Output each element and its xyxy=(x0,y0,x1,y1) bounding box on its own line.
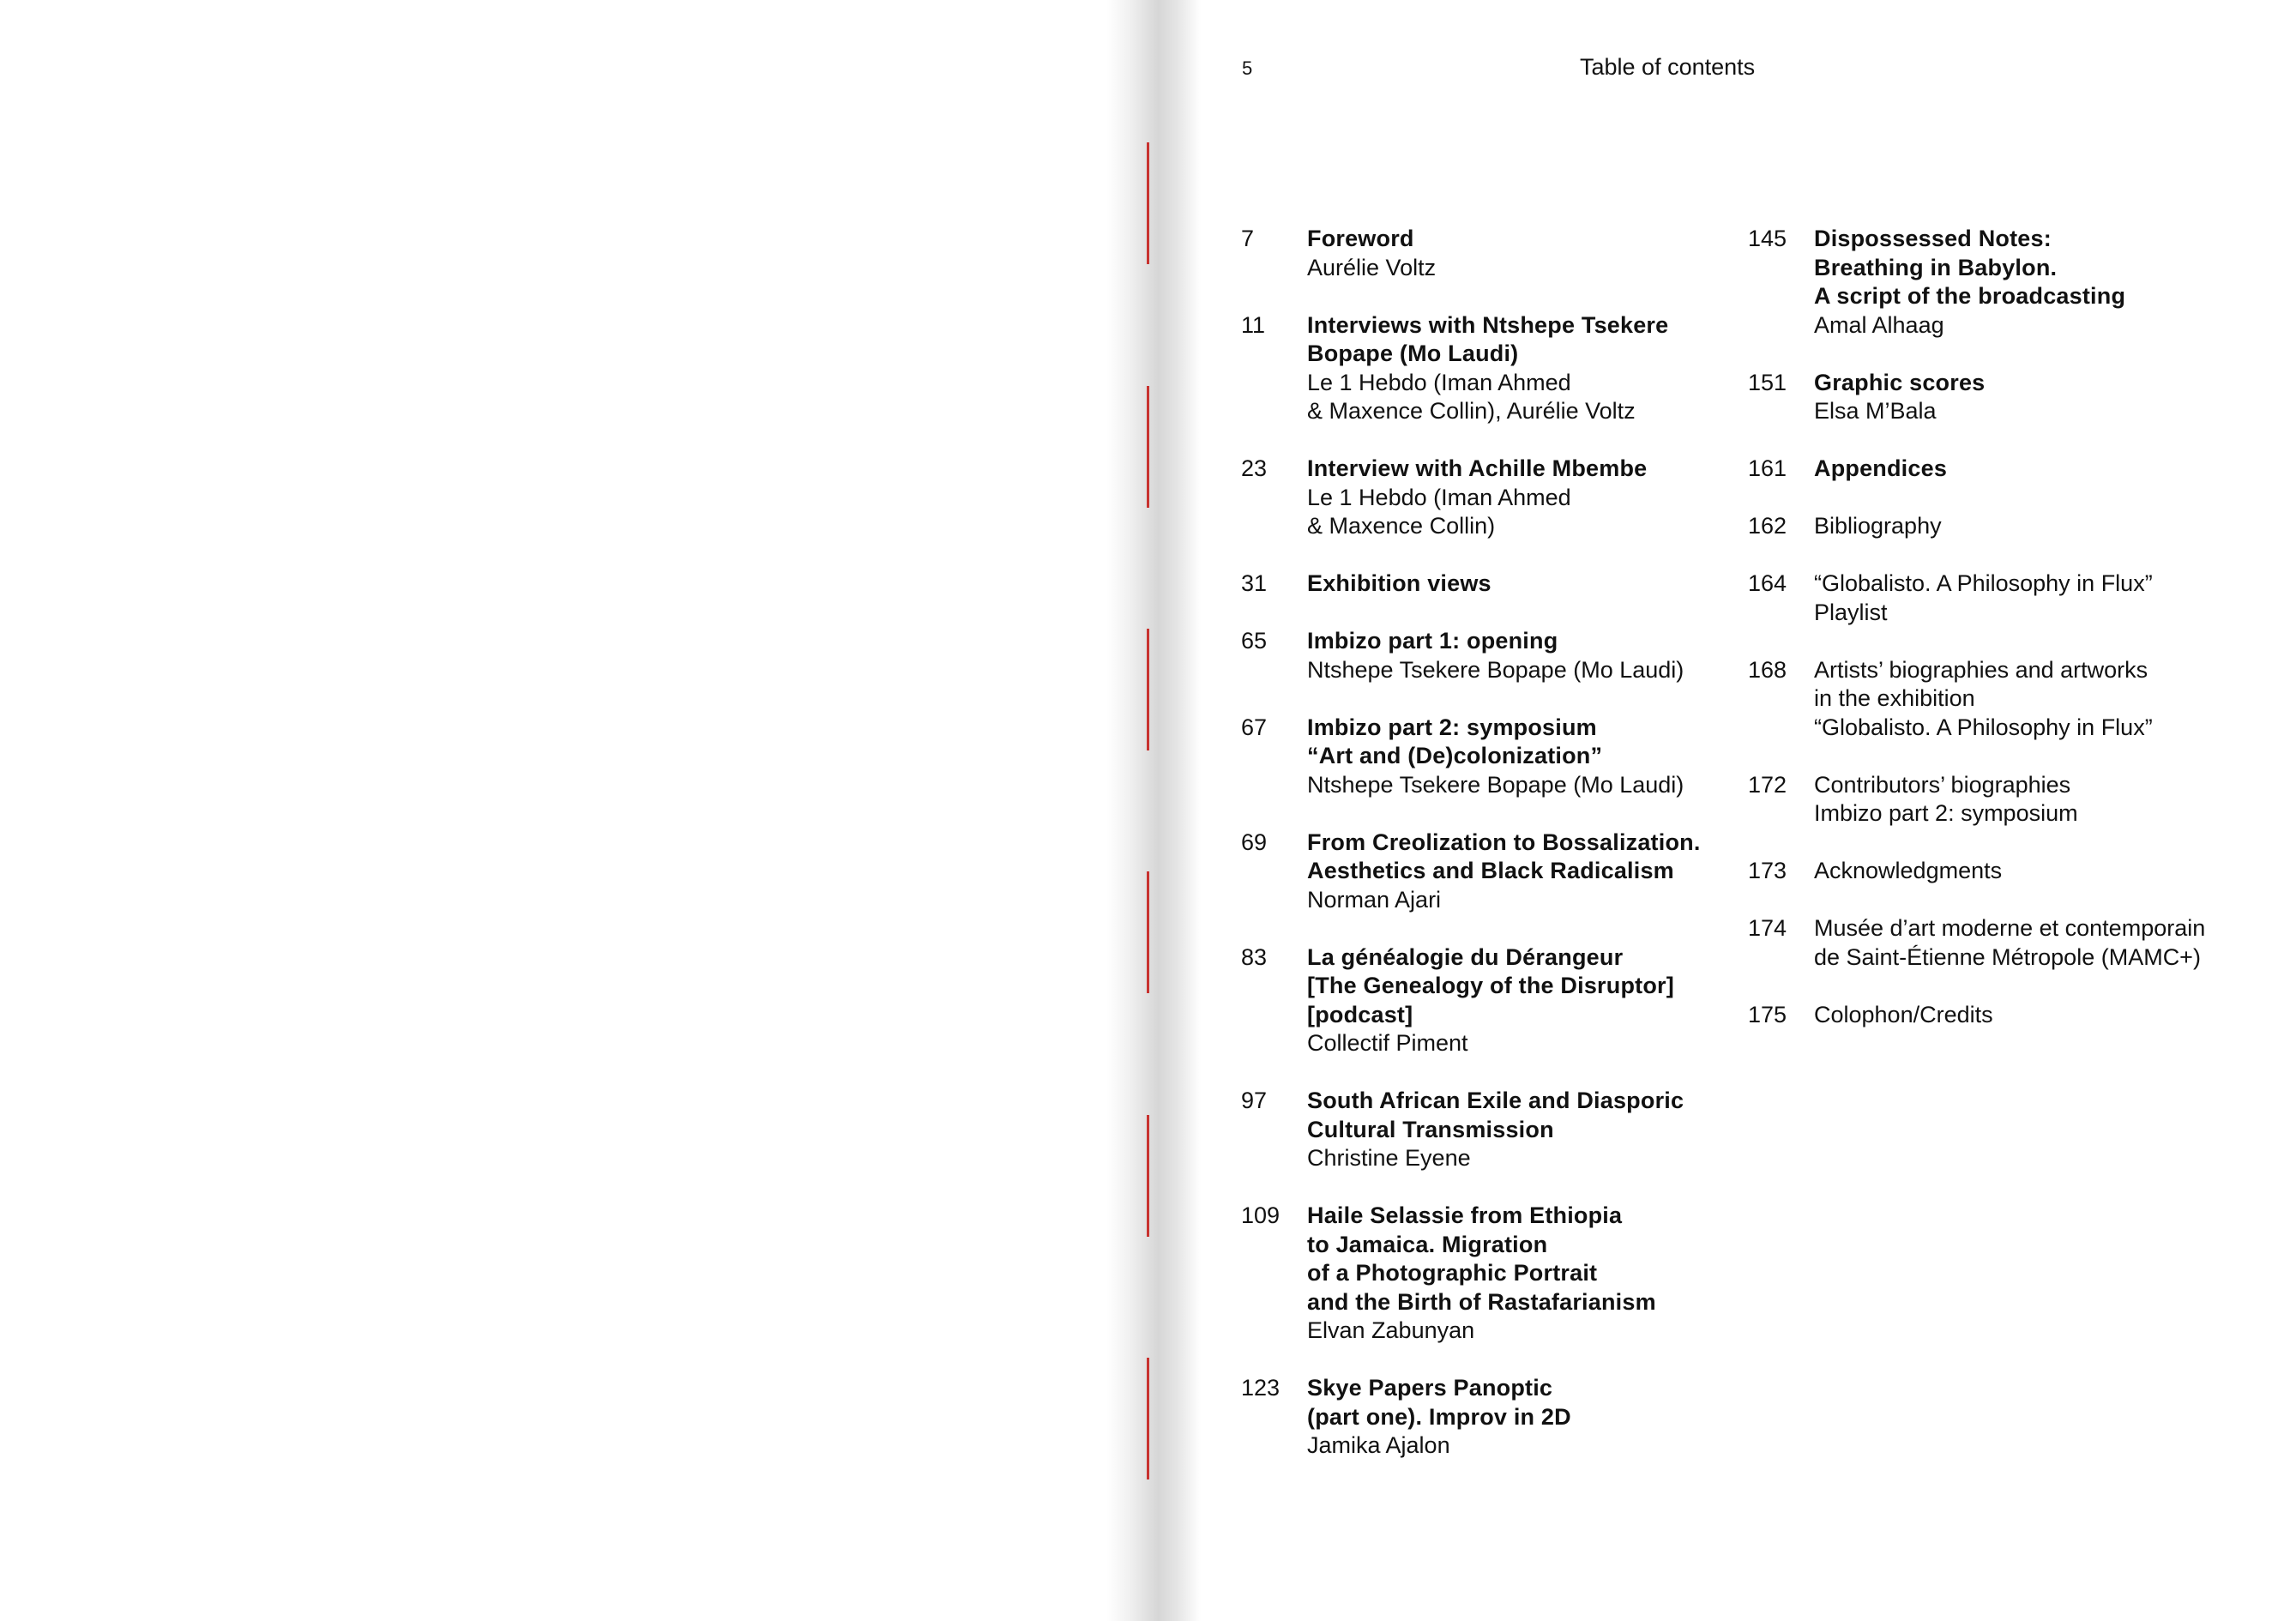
toc-entry-title: Interviews with Ntshepe Tsekere xyxy=(1307,311,1669,338)
toc-entry[interactable] xyxy=(1748,914,2280,972)
toc-entry-author: Musée d’art moderne et contemporain xyxy=(1814,915,2206,941)
toc-page-number: 174 xyxy=(1748,915,1787,941)
red-mark xyxy=(1147,871,1149,993)
toc-entry[interactable] xyxy=(1241,829,1739,915)
toc-page-number: 67 xyxy=(1241,714,1268,740)
toc-page-number: 97 xyxy=(1241,1088,1268,1113)
toc-page-number: 23 xyxy=(1241,455,1268,481)
toc-entry-author: Aurélie Voltz xyxy=(1307,254,1437,280)
toc-entry-body xyxy=(1814,225,2280,340)
toc-entry[interactable] xyxy=(1748,512,2280,541)
toc-page-number: 175 xyxy=(1748,1001,1787,1027)
toc-entry-body xyxy=(1814,1001,2280,1030)
toc-entry-title: Exhibition views xyxy=(1307,570,1491,596)
toc-entry-author: in the exhibition xyxy=(1814,685,1975,711)
toc-entry-body xyxy=(1814,857,2280,886)
toc-page-number: 151 xyxy=(1748,369,1787,395)
toc-entry[interactable] xyxy=(1241,1202,1739,1346)
toc-page-number: 7 xyxy=(1241,226,1255,251)
toc-entry-title: From Creolization to Bossalization. xyxy=(1307,829,1701,855)
toc-page-number: 109 xyxy=(1241,1202,1281,1228)
toc-entry-title: Foreword xyxy=(1307,226,1414,251)
toc-entry-title: Aesthetics and Black Radicalism xyxy=(1307,858,1674,883)
toc-entry-body xyxy=(1307,829,1739,915)
red-mark xyxy=(1147,142,1149,264)
book-spine-shadow xyxy=(1106,0,1201,1621)
toc-entry-title: Breathing in Babylon. xyxy=(1814,254,2058,280)
red-mark xyxy=(1147,386,1149,508)
toc-entry-title: Interview with Achille Mbembe xyxy=(1307,455,1648,481)
toc-page-number: 173 xyxy=(1748,858,1787,883)
toc-entry-body xyxy=(1814,569,2280,627)
red-mark xyxy=(1147,1358,1149,1479)
toc-entry[interactable] xyxy=(1748,369,2280,426)
toc-entry[interactable] xyxy=(1748,771,2280,829)
toc-entry-body xyxy=(1307,311,1739,426)
toc-column-left xyxy=(1241,225,1739,1461)
toc-page-number: 11 xyxy=(1241,311,1266,338)
toc-entry-body xyxy=(1814,771,2280,829)
toc-entry[interactable] xyxy=(1241,1374,1739,1461)
toc-entry-author: Collectif Piment xyxy=(1307,1030,1468,1056)
toc-entry-author: Contributors’ biographies xyxy=(1814,771,2071,798)
toc-page-number: 69 xyxy=(1241,829,1268,855)
toc-entry-title: [podcast] xyxy=(1307,1001,1413,1027)
toc-entry-body xyxy=(1307,225,1739,282)
toc-entry[interactable] xyxy=(1748,1001,2280,1030)
toc-entry-title: Cultural Transmission xyxy=(1307,1116,1554,1142)
toc-entry-author: Elvan Zabunyan xyxy=(1307,1317,1475,1343)
toc-entry-title: and the Birth of Rastafarianism xyxy=(1307,1288,1656,1315)
toc-entry[interactable] xyxy=(1241,311,1739,426)
toc-entry-author: Jamika Ajalon xyxy=(1307,1432,1450,1458)
toc-entry-author: Amal Alhaag xyxy=(1814,311,1944,338)
toc-entry-author: Le 1 Hebdo (Iman Ahmed xyxy=(1307,484,1571,510)
toc-entry-title: Bopape (Mo Laudi) xyxy=(1307,340,1519,366)
toc-page-number: 172 xyxy=(1748,771,1787,798)
toc-entry[interactable] xyxy=(1748,656,2280,743)
page-title: Table of contents xyxy=(1580,54,1756,80)
toc-entry[interactable] xyxy=(1241,627,1739,684)
toc-entry-body xyxy=(1307,455,1739,541)
toc-entry-body xyxy=(1307,627,1739,684)
toc-entry-author: Christine Eyene xyxy=(1307,1145,1471,1171)
toc-entry-title: “Art and (De)colonization” xyxy=(1307,743,1603,768)
toc-page-number: 83 xyxy=(1241,943,1268,970)
toc-entry-author: Le 1 Hebdo (Iman Ahmed xyxy=(1307,369,1571,395)
toc-entry[interactable] xyxy=(1241,225,1739,282)
toc-entry-body xyxy=(1814,914,2280,972)
toc-entry-author: de Saint-Étienne Métropole (MAMC+) xyxy=(1814,943,2201,970)
toc-page-number: 162 xyxy=(1748,513,1787,539)
toc-entry[interactable] xyxy=(1748,857,2280,886)
toc-entry-author: Norman Ajari xyxy=(1307,886,1442,913)
toc-entry-title: South African Exile and Diasporic xyxy=(1307,1088,1684,1113)
toc-entry-title: Graphic scores xyxy=(1814,369,1986,395)
toc-entry-body xyxy=(1307,1087,1739,1173)
toc-entry-title: Appendices xyxy=(1814,455,1948,481)
toc-page-number: 65 xyxy=(1241,628,1268,654)
toc-entry-title: to Jamaica. Migration xyxy=(1307,1231,1548,1257)
toc-entry-title: Imbizo part 2: symposium xyxy=(1307,714,1597,740)
red-mark xyxy=(1147,1115,1149,1237)
toc-page-number: 161 xyxy=(1748,455,1787,481)
page-number: 5 xyxy=(1242,57,1253,79)
toc-entry-author: Bibliography xyxy=(1814,513,1942,539)
toc-entry-author: Colophon/Credits xyxy=(1814,1001,1993,1027)
toc-entry-body xyxy=(1307,1374,1739,1461)
toc-entry-author: “Globalisto. A Philosophy in Flux” xyxy=(1814,714,2153,740)
toc-entry[interactable] xyxy=(1241,714,1739,800)
toc-entry[interactable] xyxy=(1241,943,1739,1058)
toc-entry-title: Dispossessed Notes: xyxy=(1814,226,2052,251)
toc-page-number: 168 xyxy=(1748,656,1787,683)
red-mark xyxy=(1147,629,1149,750)
toc-entry-body xyxy=(1307,569,1739,599)
toc-entry-title: Haile Selassie from Ethiopia xyxy=(1307,1202,1623,1228)
toc-entry-author: Ntshepe Tsekere Bopape (Mo Laudi) xyxy=(1307,771,1684,798)
toc-entry-title: (part one). Improv in 2D xyxy=(1307,1403,1571,1430)
toc-column-right xyxy=(1748,225,2280,1029)
toc-entry-author: & Maxence Collin) xyxy=(1307,513,1496,539)
toc-page-number: 164 xyxy=(1748,570,1787,596)
toc-page-number: 31 xyxy=(1241,570,1268,596)
toc-entry-title: Skye Papers Panoptic xyxy=(1307,1375,1553,1401)
toc-entry[interactable] xyxy=(1748,455,2280,484)
toc-entry[interactable] xyxy=(1748,569,2280,627)
toc-entry-title: Imbizo part 1: opening xyxy=(1307,628,1558,654)
toc-entry-body xyxy=(1307,714,1739,800)
toc-entry[interactable] xyxy=(1241,569,1739,599)
toc-entry-body xyxy=(1307,943,1739,1058)
toc-entry-body xyxy=(1814,512,2280,541)
toc-entry-body xyxy=(1307,1202,1739,1346)
toc-entry-body xyxy=(1814,656,2280,743)
toc-entry[interactable] xyxy=(1241,1087,1739,1173)
toc-entry-title: La généalogie du Dérangeur xyxy=(1307,943,1624,970)
toc-entry-author: Imbizo part 2: symposium xyxy=(1814,800,2078,826)
toc-entry-title: A script of the broadcasting xyxy=(1814,283,2126,309)
toc-entry-body xyxy=(1814,455,2280,484)
toc-entry-title: of a Photographic Portrait xyxy=(1307,1260,1598,1286)
toc-entry-author: “Globalisto. A Philosophy in Flux” xyxy=(1814,570,2153,596)
toc-entry-title: [The Genealogy of the Disruptor] xyxy=(1307,973,1674,998)
toc-entry-author: Playlist xyxy=(1814,599,1888,625)
toc-entry-author: Elsa M’Bala xyxy=(1814,398,1937,424)
toc-page-number: 123 xyxy=(1241,1375,1281,1401)
toc-entry-author: & Maxence Collin), Aurélie Voltz xyxy=(1307,398,1636,424)
toc-entry-author: Artists’ biographies and artworks xyxy=(1814,656,2148,683)
toc-entry-author: Ntshepe Tsekere Bopape (Mo Laudi) xyxy=(1307,656,1684,683)
toc-entry-body xyxy=(1814,369,2280,426)
toc-entry[interactable] xyxy=(1748,225,2280,340)
toc-entry-author: Acknowledgments xyxy=(1814,858,2003,883)
toc-page-number: 145 xyxy=(1748,226,1787,251)
toc-entry[interactable] xyxy=(1241,455,1739,541)
